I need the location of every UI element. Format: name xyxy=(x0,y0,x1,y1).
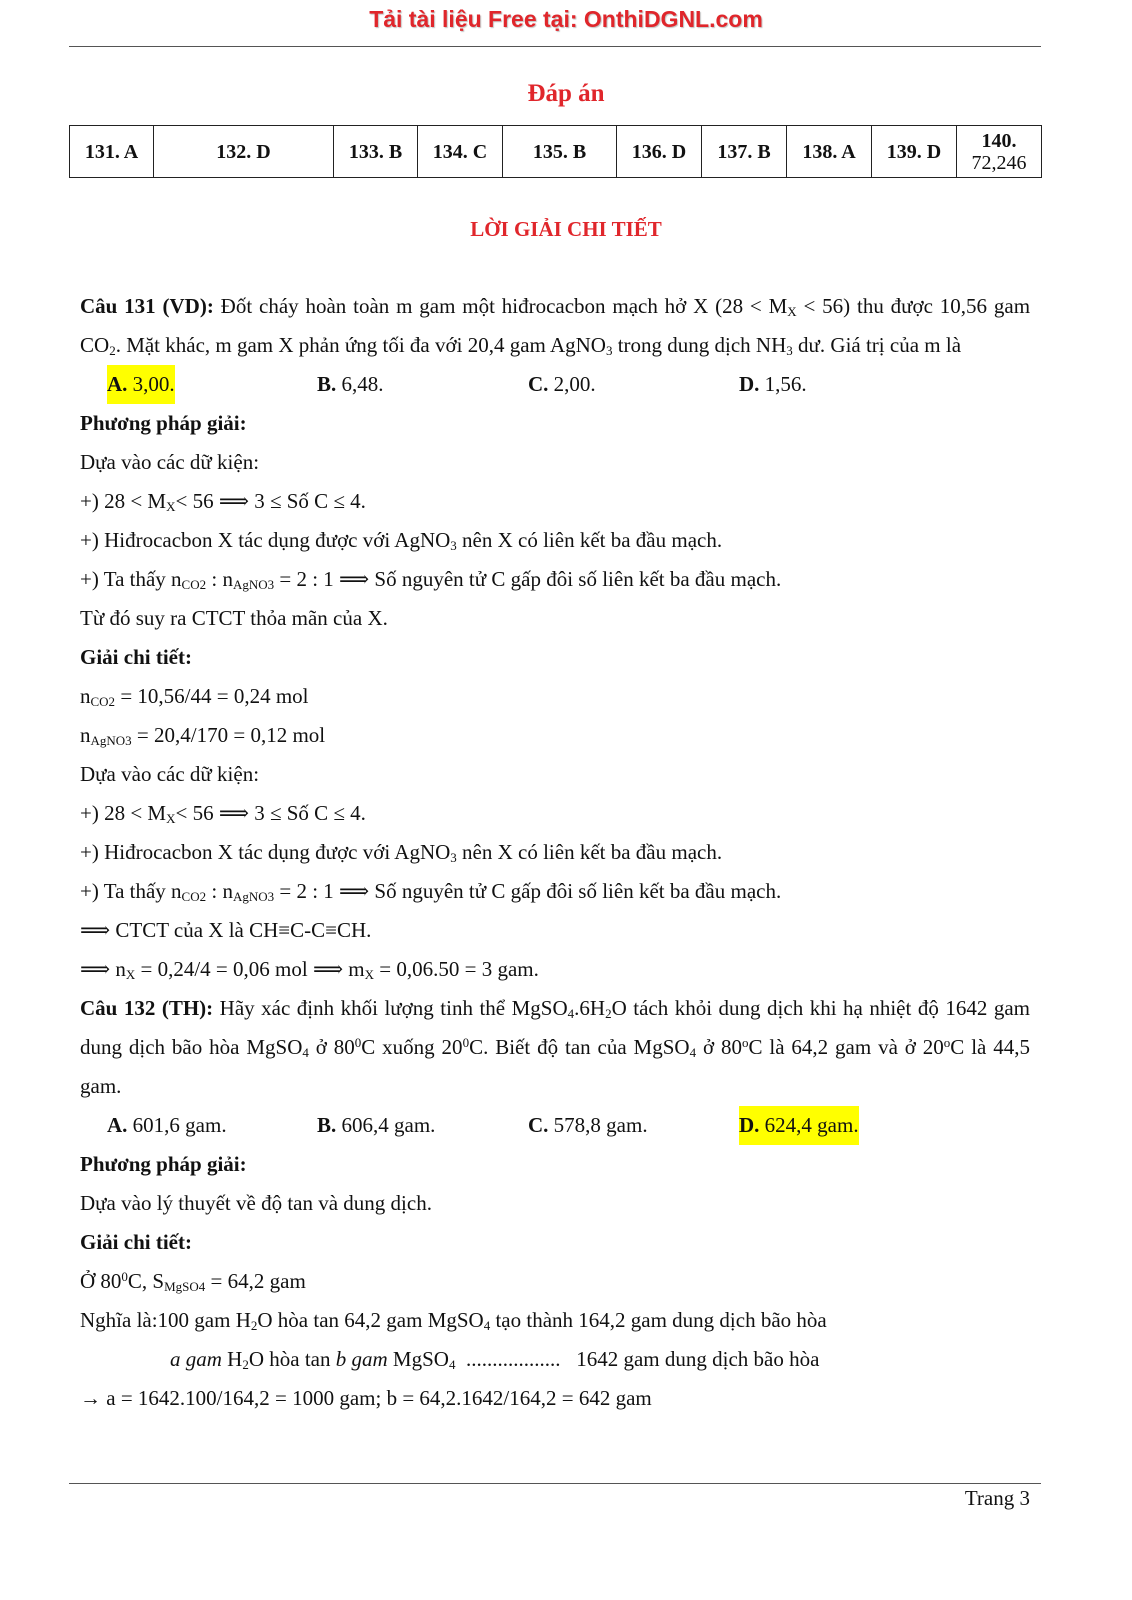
answer-key-table xyxy=(69,125,1042,178)
answer-value: 72,246 xyxy=(971,151,1027,174)
q131-detail-line: +) Hiđrocacbon X tác dụng được với AgNO$_3$ nên X có liên kết ba đầu mạch. xyxy=(80,840,723,865)
q132-stem: Câu 132 (TH): Hãy xác định khối lượng tinh thể $MgSO_4.6H_2O$ tách khỏi dung dịch khi hạ nhiệt độ 1642 gam dung dịch bão hòa MgSO$_4$ ở $80^0C$ xuống $20^0C$. Biết độ tan của MgSO$_4$ ở 80$^o$C là 64,2 gam và ở 20$^o$C là 44,5 gam. xyxy=(80,996,1030,1098)
q132-detail-line: Ở $80^0C$, $S_{MgSO4} = 64,2$ gam xyxy=(80,1269,306,1294)
q131-detail-line: +) $28 < M_X< 56$ ⟹ 3 ≤ Số C ≤ 4. xyxy=(80,801,366,826)
q131-option-d: D. 1,56. xyxy=(739,372,807,396)
q132-option-a: A. 601,6 gam. xyxy=(107,1113,227,1137)
header-rule xyxy=(69,46,1041,47)
q131-method-line: +) Ta thấy $n_{CO2}$ : $n_{AgNO3} = 2$ : 1 ⟹ Số nguyên tử C gấp đôi số liên kết ba đầu mạch. xyxy=(80,567,782,592)
q132-option-c: C. 578,8 gam. xyxy=(528,1113,648,1137)
q131-method-line: Dựa vào các dữ kiện: xyxy=(80,450,260,474)
answer-cell: 133. B xyxy=(334,126,418,178)
q132-detail-heading: Giải chi tiết: xyxy=(80,1230,192,1254)
q132-options xyxy=(80,1106,1030,1145)
q132-option-b: B. 606,4 gam. xyxy=(317,1113,436,1137)
q131-method-line: Từ đó suy ra CTCT thỏa mãn của X. xyxy=(80,606,388,630)
answer-cell: 136. D xyxy=(617,126,702,178)
q131-detail-line: ⟹ $n_X = 0,24/4 = 0,06$ mol ⟹ $m_X = 0,06.50 = 3$ gam. xyxy=(80,957,539,982)
q131-method-line: +) Hiđrocacbon X tác dụng được với AgNO$_3$ nên X có liên kết ba đầu mạch. xyxy=(80,528,723,553)
q131-detail-heading: Giải chi tiết: xyxy=(80,645,192,669)
solution-heading: LỜI GIẢI CHI TIẾT xyxy=(470,217,662,241)
answer-cell: 132. D xyxy=(154,126,334,178)
q131-option-c: C. 2,00. xyxy=(528,372,596,396)
q131-options xyxy=(80,365,1030,404)
q131-detail-line: ⟹ CTCT của X là CH≡C-C≡CH. xyxy=(80,918,372,942)
page-number: Trang 3 xyxy=(964,1486,1030,1510)
answer-cell: 139. D xyxy=(872,126,957,178)
answer-label: 140. xyxy=(981,129,1017,152)
q132-label: Câu 132 (TH): xyxy=(80,996,214,1020)
solution-content xyxy=(80,287,1030,1418)
q132-option-d: D. 624,4 gam. xyxy=(739,1106,859,1145)
q132-method-line: Dựa vào lý thuyết về độ tan và dung dịch. xyxy=(80,1191,432,1215)
answer-cell: 138. A xyxy=(787,126,872,178)
q131-method-heading: Phương pháp giải: xyxy=(80,411,247,435)
q131-detail-line: +) Ta thấy $n_{CO2}$ : $n_{AgNO3} = 2$ : 1 ⟹ Số nguyên tử C gấp đôi số liên kết ba đầu mạch. xyxy=(80,879,782,904)
answer-cell: 135. B xyxy=(503,126,617,178)
footer-rule xyxy=(69,1483,1041,1484)
q131-label: Câu 131 (VD): xyxy=(80,294,214,318)
answer-key-row xyxy=(70,126,1042,178)
q131-method-line: +) $28 < M_X< 56$ ⟹ 3 ≤ Số C ≤ 4. xyxy=(80,489,366,514)
answers-heading: Đáp án xyxy=(527,80,605,107)
answer-cell: 131. A xyxy=(70,126,154,178)
q132-detail-line: a gam $H_2O$ hòa tan b gam MgSO$_4$ .................. 1642 gam dung dịch bão hòa xyxy=(170,1347,820,1372)
q131-detail-line: Dựa vào các dữ kiện: xyxy=(80,762,260,786)
q132-method-heading: Phương pháp giải: xyxy=(80,1152,247,1176)
q131-detail-line: $n_{AgNO3} = 20,4/170 = 0,12$ mol xyxy=(80,723,326,748)
answer-cell: 137. B xyxy=(702,126,787,178)
q131-option-b: B. 6,48. xyxy=(317,372,384,396)
q132-detail-line: Nghĩa là:100 gam $H_2O$ hòa tan 64,2 gam MgSO$_4$ tạo thành 164,2 gam dung dịch bão hòa xyxy=(80,1308,827,1333)
site-banner: Tải tài liệu Free tại: OnthiDGNL.com xyxy=(369,6,763,32)
answer-cell-last xyxy=(957,126,1042,178)
q131-detail-line: $n_{CO2} = 10,56/44 = 0,24$ mol xyxy=(80,684,309,709)
answer-cell: 134. C xyxy=(418,126,503,178)
q131-stem: Câu 131 (VD): Đốt cháy hoàn toàn m gam một hiđrocacbon mạch hở X $(28 < M_X < 56)$ thu được 10,56 gam $CO_2$. Mặt khác, m gam X phản ứng tối đa với 20,4 gam AgNO$_3$ trong dung dịch $NH_3$ dư. Giá trị của m là xyxy=(80,294,1031,358)
q132-detail-line: → a = 1642.100/164,2 = 1000 gam; b = 64,2.1642/164,2 = 642 gam xyxy=(80,1386,652,1410)
q131-option-a: A. 3,00. xyxy=(107,365,175,404)
